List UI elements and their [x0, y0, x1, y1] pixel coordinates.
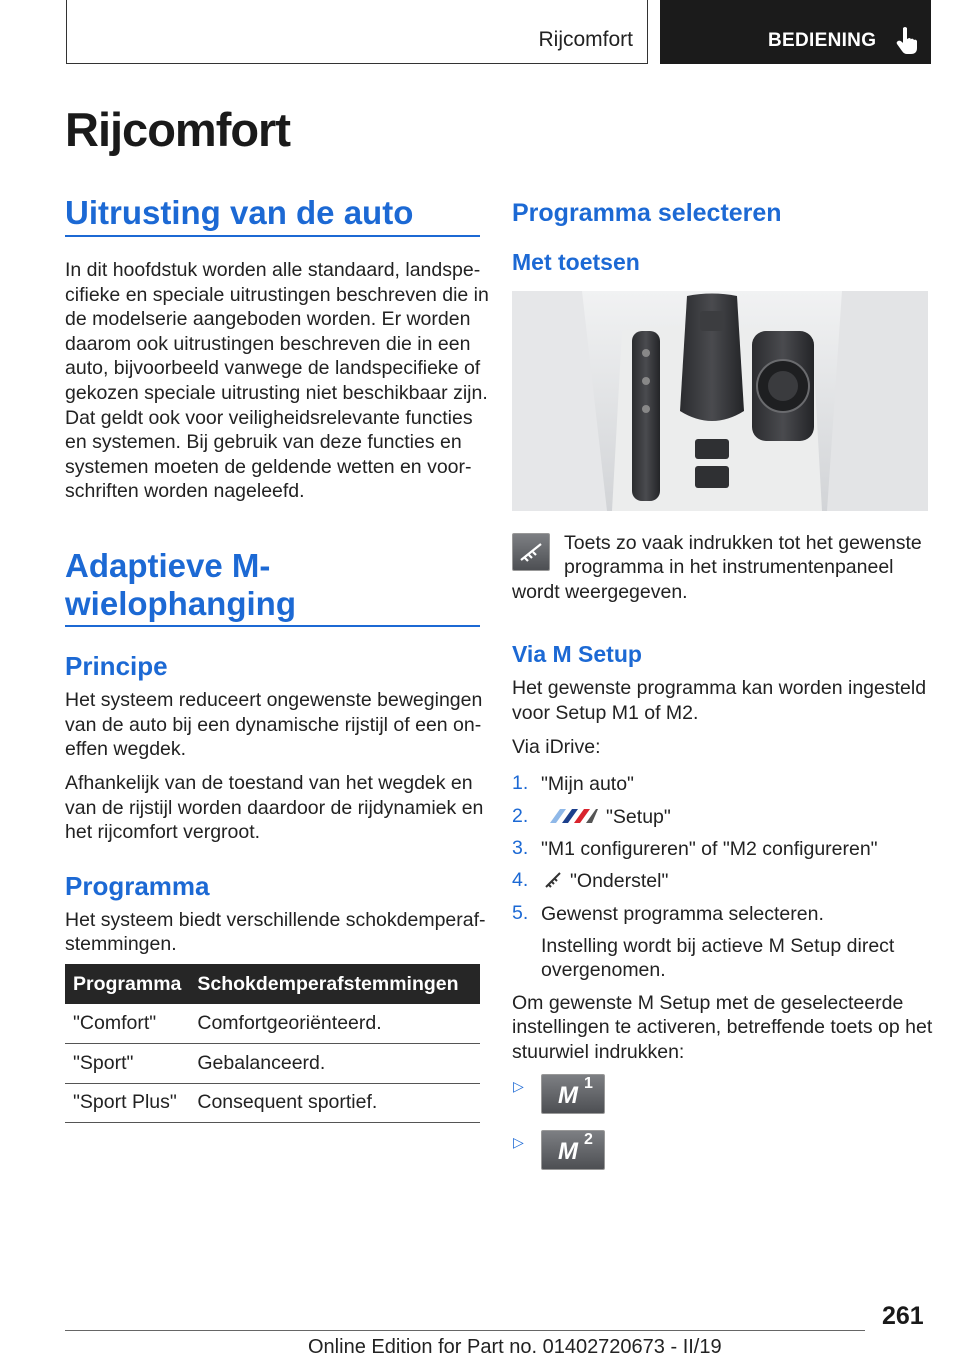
header-chapter-title: BEDIENING: [768, 30, 877, 51]
header-section-title: Rijcomfort: [538, 28, 633, 51]
bullet-triangle: ▷: [513, 1134, 524, 1150]
page-title: Rijcomfort: [65, 103, 290, 156]
text-line: stuurwiel indrukken:: [512, 1041, 685, 1063]
table-header: Programma: [65, 964, 189, 1004]
bullet-triangle: ▷: [513, 1078, 524, 1094]
text-line: wordt weergegeven.: [512, 581, 688, 603]
dampers-button-icon: [512, 533, 550, 571]
text-line: Afhankelijk van de toestand van het wegdek en: [65, 772, 473, 794]
step-number: 2.: [512, 805, 529, 827]
step-text: "Setup": [606, 806, 671, 828]
text-line: Het systeem biedt verschillende schokdemperaf-: [65, 909, 486, 931]
page-number: 261: [882, 1302, 924, 1330]
table-cell: "Sport Plus": [65, 1083, 189, 1123]
m-sup: 2: [584, 1131, 593, 1148]
heading-rule: [65, 625, 480, 627]
header-chapter-box: [660, 0, 931, 64]
heading-adaptive-2: wielophanging: [65, 585, 296, 622]
m-label: M: [558, 1082, 578, 1109]
footer-edition: Online Edition for Part no. 01402720673 - II/19: [308, 1336, 722, 1358]
text-line: effen wegdek.: [65, 738, 187, 760]
suspension-icon: [543, 870, 563, 890]
m2-button-icon: [541, 1130, 605, 1170]
center-console-illustration: [512, 291, 928, 511]
text-line: Het gewenste programma kan worden ingesteld: [512, 677, 927, 699]
step-number: 3.: [512, 837, 529, 859]
heading-select-program: Programma selecteren: [512, 199, 782, 227]
step-text: Gewenst programma selecteren.: [541, 903, 824, 925]
heading-via-msetup: Via M Setup: [512, 641, 642, 667]
table-cell: "Sport": [65, 1044, 189, 1084]
step-number: 1.: [512, 772, 529, 794]
table-cell: Comfortgeoriënteerd.: [189, 1004, 480, 1044]
pointing-hand-icon: [895, 26, 919, 54]
program-table: [65, 964, 480, 1123]
text-line: Om gewenste M Setup met de geselecteerde: [512, 992, 904, 1014]
heading-equipment: Uitrusting van de auto: [65, 194, 414, 231]
text-line: Het systeem reduceert ongewenste bewegingen: [65, 689, 483, 711]
text-line: voor Setup M1 of M2.: [512, 702, 699, 724]
text-line: cifieke en speciale uitrustingen beschreven die in: [65, 284, 489, 306]
text-line: Toets zo vaak indrukken tot het gewenste: [564, 532, 922, 554]
center-console-photo: [512, 291, 928, 511]
table-row: [65, 1044, 480, 1084]
text-line: programma in het instrumentenpaneel: [564, 556, 894, 578]
text-line: gekozen speciale uitrusting niet beschikbaar zijn.: [65, 382, 488, 404]
table-header-row: [65, 964, 480, 1004]
text-line: systemen moeten de geldende wetten en voor-: [65, 456, 472, 478]
text-line: schriften worden nageleefd.: [65, 480, 305, 502]
table-cell: "Comfort": [65, 1004, 189, 1044]
text-line: instellingen te activeren, betreffende toets op het: [512, 1016, 933, 1038]
text-line: Instelling wordt bij actieve M Setup direct: [541, 935, 895, 957]
text-line: Dat geldt ook voor veiligheidsrelevante functies: [65, 407, 473, 429]
text-line: van de auto bij een dynamische rijstijl of een on-: [65, 714, 482, 736]
text-line: en systemen. Bij gebruik van deze functies en: [65, 431, 462, 453]
heading-principle: Principe: [65, 651, 168, 681]
text-line: overgenomen.: [541, 959, 666, 981]
table-cell: Gebalanceerd.: [189, 1044, 480, 1084]
text-line: auto, bijvoorbeeld vanwege de landspecifieke of: [65, 357, 481, 379]
m-stripes-icon: [546, 807, 598, 825]
step-text: "Onderstel": [570, 870, 669, 892]
text-line: In dit hoofdstuk worden alle standaard, landspe-: [65, 259, 481, 281]
heading-adaptive-1: Adaptieve M-: [65, 547, 271, 584]
m1-button-icon: [541, 1074, 605, 1114]
text-line: Via iDrive:: [512, 736, 601, 758]
m-label: M: [558, 1138, 578, 1165]
table-row: [65, 1083, 480, 1123]
step-text: "M1 configureren" of "M2 configureren": [541, 838, 878, 860]
text-line: het rijcomfort vergroot.: [65, 821, 261, 843]
table-cell: Consequent sportief.: [189, 1083, 480, 1123]
heading-with-buttons: Met toetsen: [512, 249, 640, 275]
footer-rule: [65, 1330, 865, 1331]
text-line: daarom ook uitrustingen beschreven die in een: [65, 333, 471, 355]
m-sup: 1: [584, 1075, 593, 1092]
table-header: Schokdemperafstemmingen: [189, 964, 480, 1004]
text-line: de modelserie aangeboden worden. Er worden: [65, 308, 471, 330]
header-section-box: [66, 0, 648, 64]
table-row: [65, 1004, 480, 1044]
text-line: van de rijstijl worden daardoor de rijdynamiek en: [65, 797, 484, 819]
heading-rule: [65, 235, 480, 237]
step-number: 5.: [512, 902, 529, 924]
step-number: 4.: [512, 869, 529, 891]
step-text: "Mijn auto": [541, 773, 634, 795]
heading-program: Programma: [65, 871, 210, 901]
text-line: stemmingen.: [65, 933, 177, 955]
